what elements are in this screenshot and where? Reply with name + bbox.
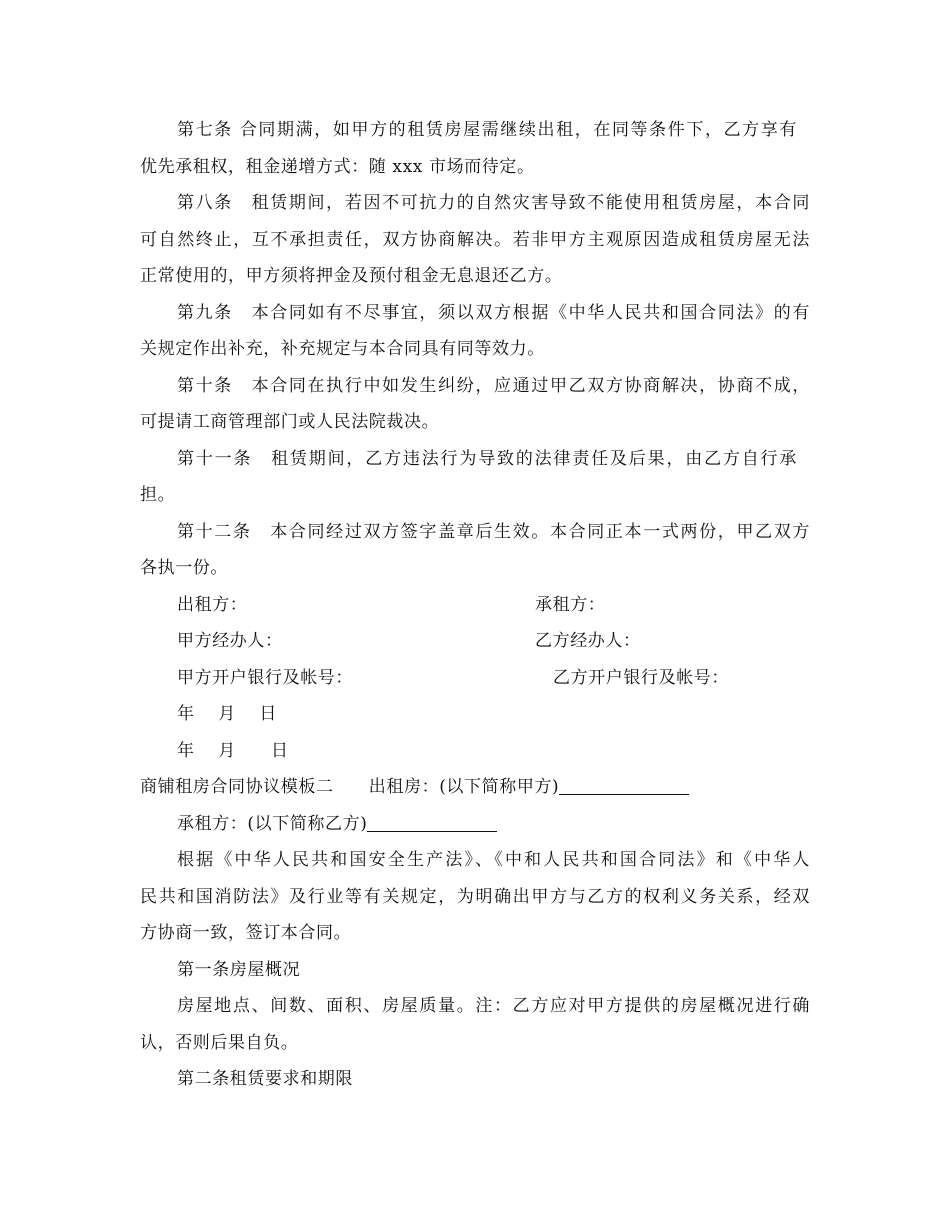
template-2-intro-line-3: 方协商一致，签订本合同。 <box>140 923 352 943</box>
signature-bank-b: 乙方开户银行及帐号： <box>553 668 729 688</box>
template-2-article-1-line-2: 认，否则后果自负。 <box>140 1033 299 1053</box>
template-2-article-2-title: 第二条租赁要求和期限 <box>177 1069 353 1089</box>
signature-bank-a: 甲方开户银行及帐号： <box>177 668 353 688</box>
article-11-line-1: 第十一条 租赁期间，乙方违法行为导致的法律责任及后果，由乙方自行承 <box>177 449 797 469</box>
article-10-line-1: 第十条 本合同在执行中如发生纠纷，应通过甲乙双方协商解决，协商不成， <box>177 376 810 396</box>
article-10-line-2: 可提请工商管理部门或人民法院裁决。 <box>140 412 440 432</box>
template-2-article-1-title: 第一条房屋概况 <box>177 960 301 980</box>
signature-lessee: 承租方： <box>535 595 606 615</box>
signature-lessor: 出租方： <box>177 595 248 615</box>
template-2-title: 商铺租房合同协议模板二 出租房：(以下简称甲方) <box>140 777 560 797</box>
article-7-line-1: 第七条 合同期满，如甲方的租赁房屋需继续出租，在同等条件下，乙方享有 <box>177 120 797 140</box>
template-2-lessee-line <box>177 813 497 835</box>
article-8-line-1: 第八条 租赁期间，若因不可抗力的自然灾害导致不能使用租赁房屋，本合同 <box>177 193 810 213</box>
article-7-line-2: 优先承租权，租金递增方式：随 xxx 市场而待定。 <box>140 157 535 177</box>
fill-blank-lessee <box>367 815 497 832</box>
template-2-article-1-line-1: 房屋地点、间数、面积、房屋质量。注：乙方应对甲方提供的房屋概况进行确 <box>177 996 810 1016</box>
template-2-intro-line-1: 根据《中华人民共和国安全生产法》、《中和人民共和国合同法》和《中华人 <box>177 850 810 870</box>
article-11-line-2: 担。 <box>140 485 176 505</box>
article-8-line-2: 可自然终止，互不承担责任，双方协商解决。若非甲方主观原因造成租赁房屋无法 <box>140 230 810 250</box>
article-9-line-2: 关规定作出补充，补充规定与本合同具有同等效力。 <box>140 339 545 359</box>
article-12-line-1: 第十二条 本合同经过双方签字盖章后生效。本合同正本一式两份，甲乙双方 <box>177 522 810 542</box>
article-8-line-3: 正常使用的，甲方须将押金及预付租金无息退还乙方。 <box>140 266 563 286</box>
article-12-line-2: 各执一份。 <box>140 558 228 578</box>
fill-blank-lessor <box>559 778 689 795</box>
signature-agent-b: 乙方经办人： <box>535 631 641 651</box>
date-line-1: 年 月 日 <box>177 704 278 724</box>
article-9-line-1: 第九条 本合同如有不尽事宜，须以双方根据《中华人民共和国合同法》的有 <box>177 303 810 323</box>
template-2-intro-line-2: 民共和国消防法》及行业等有关规定，为明确出甲方与乙方的权利义务关系，经双 <box>140 887 810 907</box>
date-line-2: 年 月 日 <box>177 741 289 761</box>
template-2-lessee: 承租方：(以下简称乙方) <box>177 814 368 834</box>
template-2-title-line <box>140 776 689 798</box>
signature-agent-a: 甲方经办人： <box>177 631 283 651</box>
